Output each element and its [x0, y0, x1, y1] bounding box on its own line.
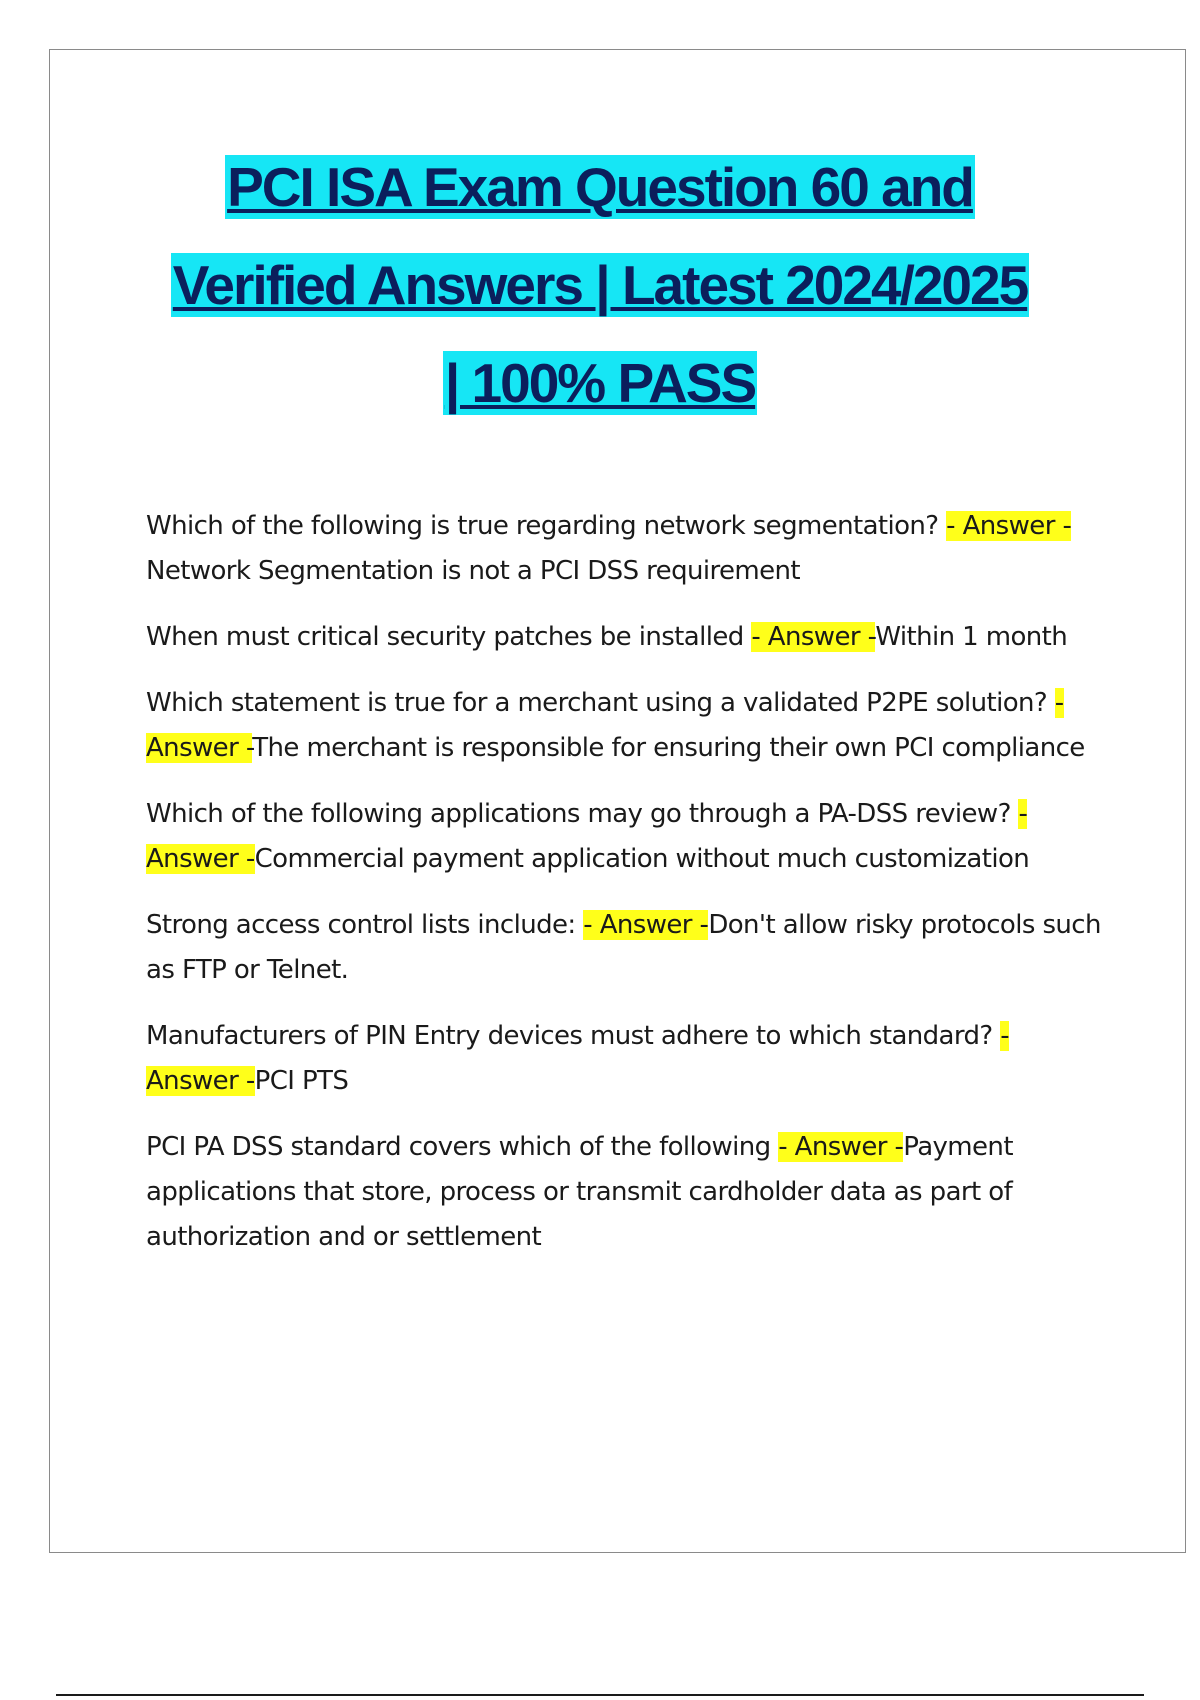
answer-marker: - Answer -	[946, 511, 1072, 541]
answer-text: PCI PTS	[254, 1066, 349, 1096]
question-text: When must critical security patches be installed	[146, 622, 752, 652]
answer-text: Payment applications that store, process or transmit cardholder data as part of authorization and or settlement	[146, 1132, 1013, 1252]
answer-text: Network Segmentation is not a PCI DSS requirement	[146, 556, 800, 586]
title-line-2: Verified Answers | Latest 2024/2025	[172, 254, 1028, 316]
qa-item	[146, 1125, 1106, 1260]
question-text: Which of the following applications may go through a PA-DSS review?	[146, 799, 1019, 829]
answer-text: The merchant is responsible for ensuring their own PCI compliance	[252, 733, 1085, 763]
question-text: Manufacturers of PIN Entry devices must adhere to which standard?	[146, 1021, 1001, 1051]
qa-item	[146, 504, 1106, 594]
answer-text: Don't allow risky protocols such as FTP or Telnet.	[146, 910, 1101, 985]
qa-item	[146, 903, 1106, 993]
answer-marker: - Answer -	[778, 1132, 904, 1162]
qa-item	[146, 1014, 1106, 1104]
question-text: PCI PA DSS standard covers which of the following	[146, 1132, 779, 1162]
qa-item	[146, 681, 1106, 771]
question-text: Strong access control lists include:	[146, 910, 584, 940]
answer-marker: - Answer -	[751, 622, 876, 652]
answer-text: Commercial payment application without much customization	[254, 844, 1030, 874]
answer-marker: - Answer -	[146, 799, 1028, 874]
question-text: Which statement is true for a merchant using a validated P2PE solution?	[146, 688, 1055, 718]
title-line-3: | 100% PASS	[444, 352, 756, 414]
qa-item	[146, 615, 1106, 660]
qa-item	[146, 792, 1106, 882]
document-title	[80, 138, 1120, 432]
question-answer-list	[146, 504, 1106, 1281]
answer-marker: - Answer -	[146, 1021, 1010, 1096]
title-line-1: PCI ISA Exam Question 60 and	[227, 156, 973, 218]
answer-marker: - Answer -	[583, 910, 709, 940]
question-text: Which of the following is true regarding network segmentation?	[146, 511, 947, 541]
answer-marker: - Answer -	[146, 688, 1064, 763]
answer-text: Within 1 month	[875, 622, 1068, 652]
bottom-divider	[56, 1694, 1144, 1696]
